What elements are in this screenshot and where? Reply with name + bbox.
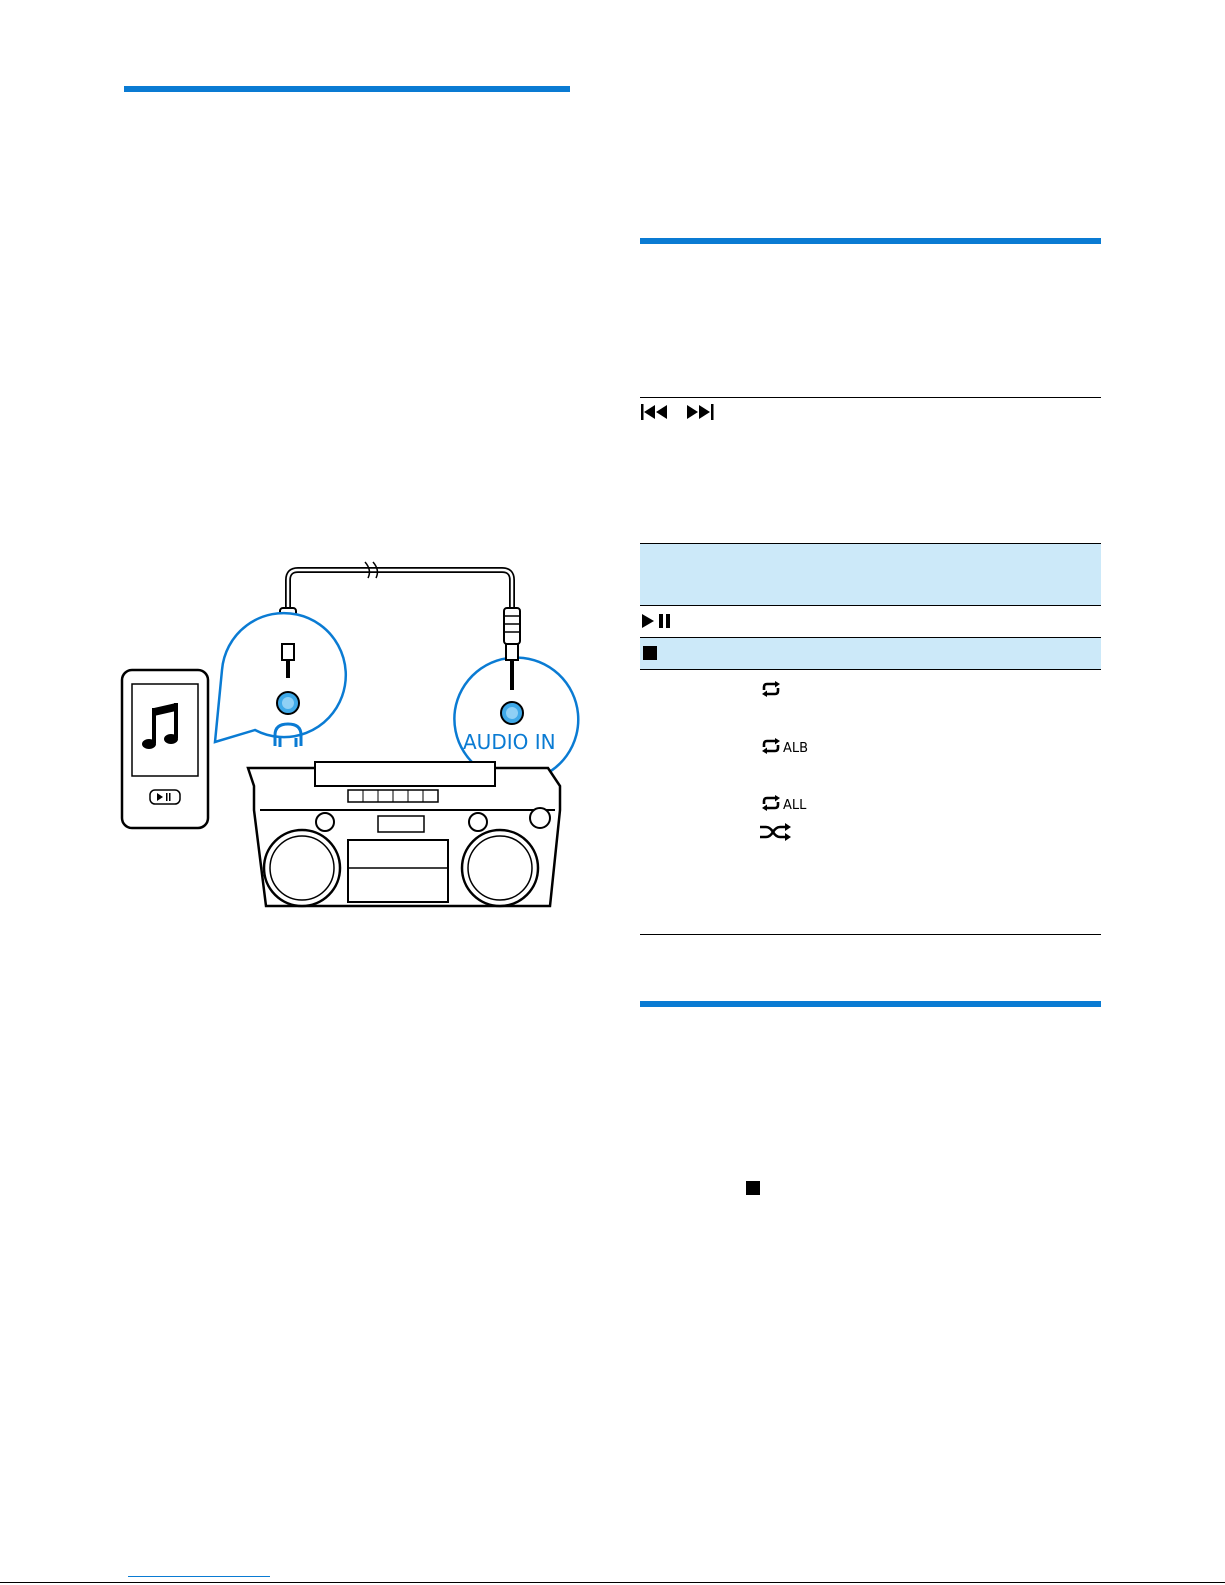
table-header-row — [640, 544, 1101, 605]
table-bottom-border — [640, 934, 1101, 935]
footer-link-underline — [128, 1576, 270, 1577]
stop-icon — [643, 645, 657, 664]
next-track-icon — [686, 404, 722, 424]
shuffle-icon — [760, 823, 792, 845]
audio-in-label: AUDIO IN — [463, 730, 556, 754]
repeat-all-icon — [760, 795, 782, 815]
footer-line — [0, 1582, 1225, 1583]
stop-row — [640, 638, 1101, 669]
repeat-album-icon — [760, 738, 782, 758]
section-rule-right-2 — [640, 1001, 1101, 1007]
table-top-border — [640, 397, 1101, 398]
audio-in-connection-illustration — [110, 550, 580, 920]
table-header-bottom — [640, 605, 1101, 606]
section-rule-left — [124, 86, 570, 92]
play-pause-icon — [641, 613, 675, 633]
previous-track-icon — [641, 404, 679, 424]
repeat-album-label: ALB — [783, 741, 809, 756]
section-rule-right-1 — [640, 238, 1101, 244]
repeat-icon — [760, 681, 782, 701]
repeat-all-label: ALL — [783, 798, 807, 813]
stop-icon-inline — [746, 1180, 760, 1199]
row-divider-2 — [640, 669, 1101, 670]
